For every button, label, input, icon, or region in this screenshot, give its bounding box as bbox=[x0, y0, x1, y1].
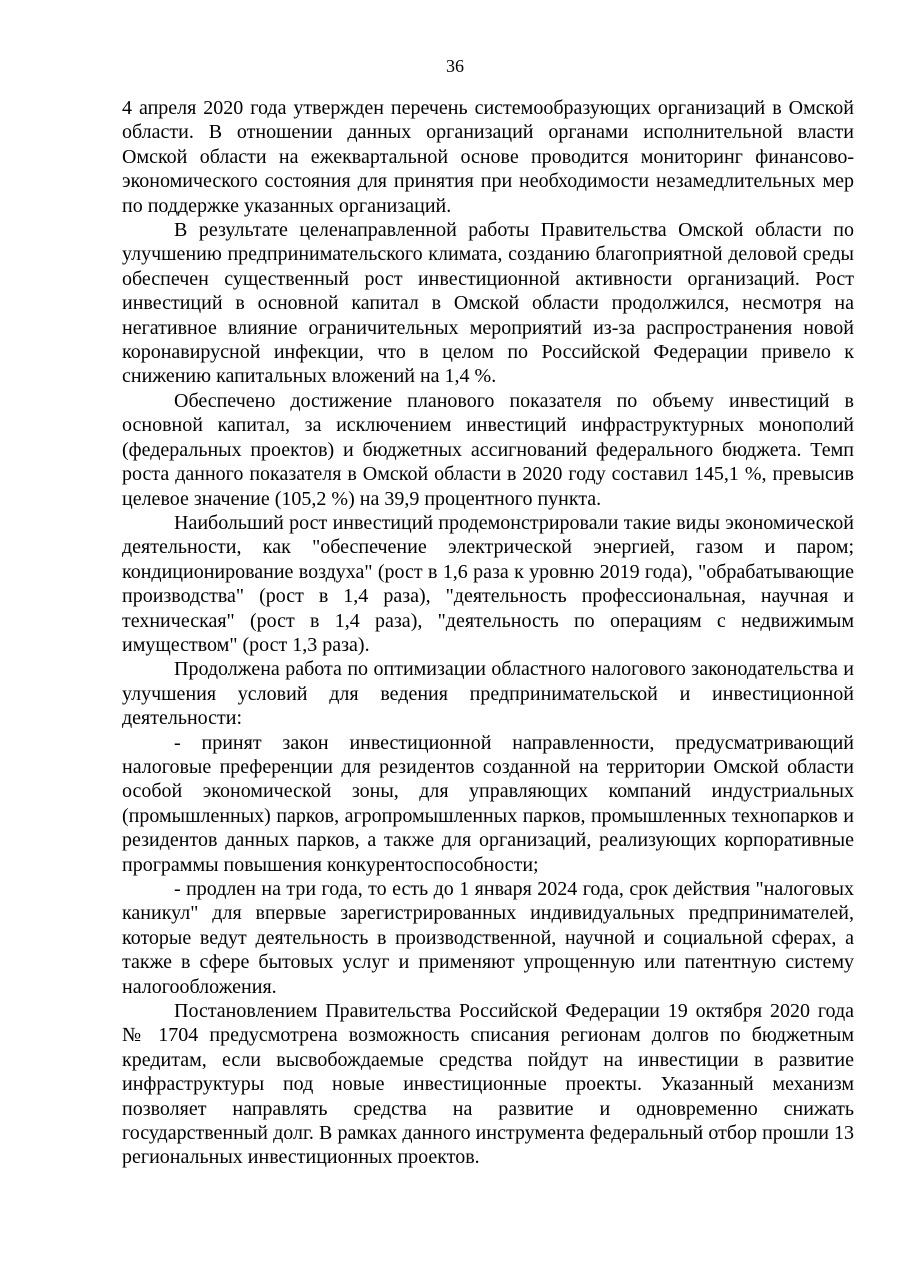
document-body bbox=[122, 96, 854, 1170]
paragraph-system-organizations: 4 апреля 2020 года утвержден перечень системообразующих организаций в Омской области. В отношении данных организаций органами исполнительной власти Омской области на ежеквартальной основе проводится мониторинг финансово-экономического состояния для принятия при необходимости незамедлительных мер по поддержке указанных организаций. bbox=[122, 97, 854, 217]
paragraph-planned-indicator: Обеспечено достижение планового показателя по объему инвестиций в основной капитал, за исключением инвестиций инфраструктурных монополий (федеральных проектов) и бюджетных ассигнований федерального бюджета. Темп роста данного показателя в Омской области в 2020 году составил 145,1 %, превысив целевое значение (105,2 %) на 39,9 процентного пункта. bbox=[122, 389, 854, 510]
paragraph-investment-climate: В результате целенаправленной работы Правительства Омской области по улучшению предпринимательского климата, созданию благоприятной деловой среды обеспечен существенный рост инвестиционной активности организаций. Рост инвестиций в основной капитал в Омской области продолжился, несмотря на негативное влияние ограничительных мероприятий из-за распространения новой коронавирусной инфекции, что в целом по Российской Федерации привело к снижению капитальных вложений на 1,4 %. bbox=[122, 219, 854, 388]
paragraph-debt-write-off: Постановлением Правительства Российской Федерации 19 октября 2020 года № 1704 предусмотрена возможность списания регионам долгов по бюджетным кредитам, если высвобождаемые средства пойдут на инвестиции в развитие инфраструктуры под новые инвестиционные проекты. Указанный механизм позволяет направлять средства на развитие и одновременно снижать государственный долг. В рамках данного инструмента федеральный отбор прошли 13 региональных инвестиционных проектов. bbox=[122, 1000, 854, 1169]
paragraph-tax-optimization: Продолжена работа по оптимизации областного налогового законодательства и улучшения условий для ведения предпринимательской и инвестиционной деятельности: bbox=[122, 658, 854, 730]
paragraph-growth-by-activity: Наибольший рост инвестиций продемонстрировали такие виды экономической деятельности, как "обеспечение электрической энергией, газом и паром; кондиционирование воздуха" (рост в 1,6 раза к уровню 2019 года), "обрабатывающие производства" (рост в 1,4 раза), "деятельность профессиональная, научная и техническая" (рост в 1,4 раза), "деятельность по операциям с недвижимым имуществом" (рост 1,3 раза). bbox=[122, 511, 854, 656]
page-number: 36 bbox=[446, 56, 464, 76]
list-item-investment-law: - принят закон инвестиционной направленности, предусматривающий налоговые преференции для резидентов созданной на территории Омской области особой экономической зоны, для управляющих компаний индустриальных (промышленных) парков, агропромышленных парков, промышленных технопарков и резидентов данных парков, а также для организаций, реализующих корпоративные программы повышения конкурентоспособности; bbox=[122, 731, 854, 876]
list-item-tax-holidays: - продлен на три года, то есть до 1 января 2024 года, срок действия "налоговых каникул" для впервые зарегистрированных индивидуальных предпринимателей, которые ведут деятельность в производственной, научной и социальной сферах, а также в сфере бытовых услуг и применяют упрощенную или патентную систему налогообложения. bbox=[122, 878, 854, 998]
